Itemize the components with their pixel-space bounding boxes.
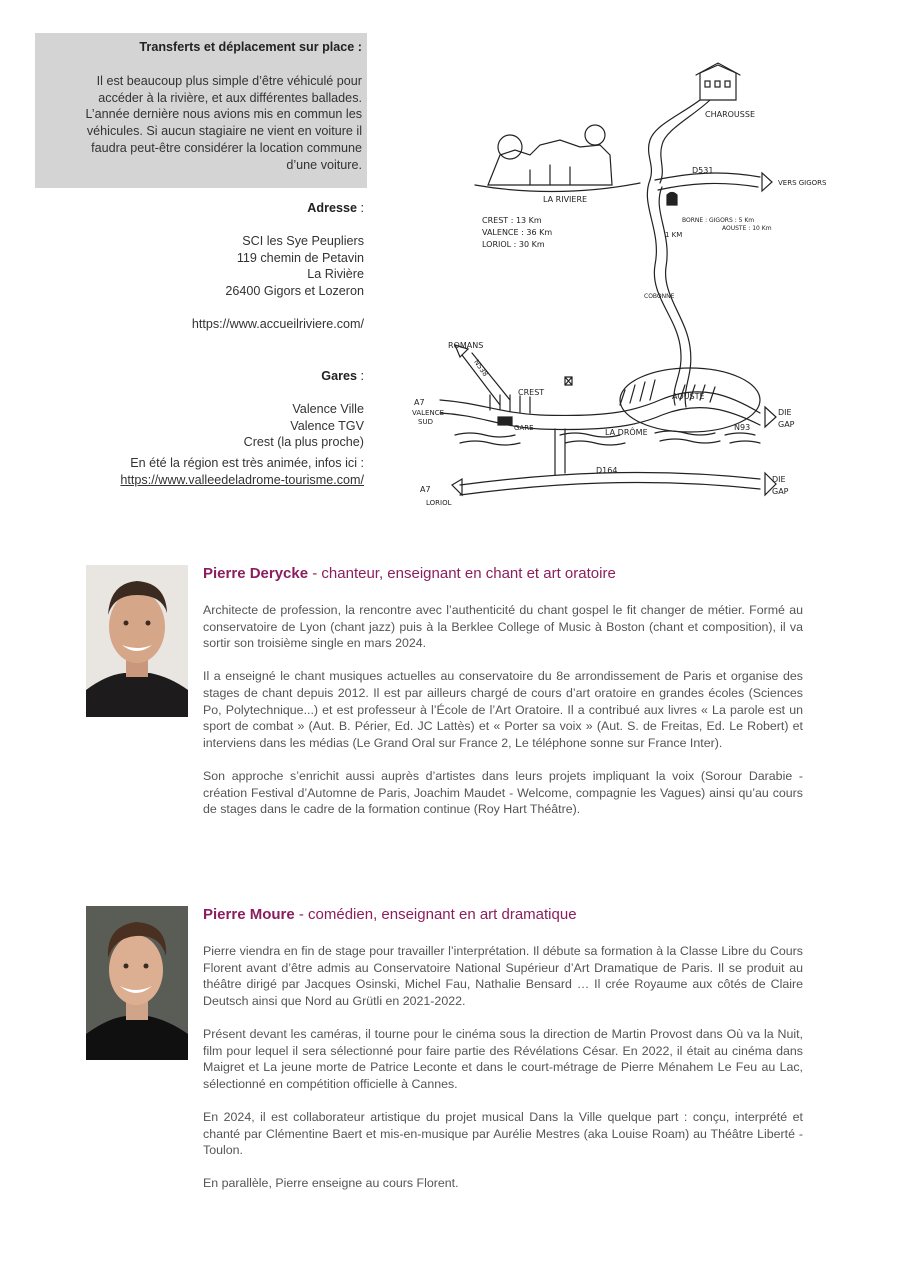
bio-paragraph: Son approche s’enrichit aussi auprès d’artistes dans leurs projets impliquant la voix (Sorour Darabie - création Festival d’Automne de Paris, Joachim Maudet - Welcome, compagnie les Vagues) ainsi qu’au cours de stages dans le cadre de la formation continue (Roy Hart Théâtre).	[203, 768, 803, 817]
address-block	[192, 200, 364, 333]
hand-drawn-map	[400, 55, 827, 515]
transfer-heading: Transferts et déplacement sur place :	[139, 40, 362, 54]
bio-heading: Pierre Moure - comédien, enseignant en art dramatique	[203, 906, 577, 923]
tourism-link[interactable]: https://www.valleedeladrome-tourisme.com/	[120, 472, 364, 487]
accueil-riviere-link[interactable]: https://www.accueilriviere.com/	[191, 316, 364, 331]
map-label-cobonne: COBONNE	[644, 293, 675, 300]
stations-block	[120, 368, 364, 489]
map-label-charousse: CHAROUSSE	[705, 110, 755, 119]
bio-paragraph: Pierre viendra en fin de stage pour travailler l’interprétation. Il débute sa formation à la Classe Libre du Cours Florent avant d’être admis au Conservatoire National Supérieur d’Art Dramatique de Paris. Il se produit au théâtre dirigé par Jacques Osinski, Michel Fau, Nathalie Bensard … Il crée Royaume aux côtés de Claire Deutsch ainsi que Nord au Grütli en 2021-2022.	[203, 944, 803, 1008]
address-line: 119 chemin de Petavin	[236, 250, 364, 265]
bio-paragraph: Il a enseigné le chant musiques actuelles au conservatoire du 8e arrondissement de Paris et organise des stages de chant depuis 2012. Il est par ailleurs chargé de cours d’art oratoire en grandes écoles (Sciences Po, Polytechnique...) et est professeur à l’École de l’Art Oratoire. Il a contribué aux livres « La parole est un sport de combat » (Aut. B. Périer, Ed. JC Lattès) et « Porter sa voix » (Aut. S. de Freitas, Ed. Le Robert) et interviens dans les médias (Le Grand Oral sur France 2, Le téléphone sonne sur France Inter).	[203, 669, 803, 750]
map-label-n93: N93	[734, 423, 751, 432]
map-label-aouste: AOUSTE	[672, 392, 705, 401]
portrait-image	[86, 906, 188, 1060]
map-label-die-bottom: DIE	[772, 475, 786, 484]
map-label-gare: GARE	[514, 424, 534, 432]
station-line: Crest (la plus proche)	[243, 435, 364, 450]
station-line: Valence TGV	[290, 418, 364, 433]
stations-label: Gares :	[321, 369, 364, 383]
map-label-valence-distance: VALENCE : 36 Km	[482, 228, 553, 237]
bio-pierre-derycke	[203, 565, 803, 834]
map-label-a7-bottom: A7	[420, 485, 431, 494]
tourism-note: En été la région est très animée, infos ici :	[130, 456, 364, 471]
map-label-loriol: LORIOL	[426, 499, 452, 507]
pierre-moure-photo	[86, 906, 188, 1060]
map-label-crest: CREST	[518, 388, 545, 397]
address-line: La Rivière	[307, 267, 364, 282]
station-line: Valence Ville	[292, 401, 364, 416]
bio-heading: Pierre Derycke - chanteur, enseignant en chant et art oratoire	[203, 565, 616, 582]
bio-paragraph: En parallèle, Pierre enseigne au cours Florent.	[203, 1176, 459, 1191]
bio-paragraph: En 2024, il est collaborateur artistique du projet musical Dans la Ville quelque part : conçu, interprété et chanté par Clémentine Baert et mis-en-musique par Aurélie Mestres (aka Louise Roam) au Théâtre Liberté - Toulon.	[203, 1109, 803, 1158]
map-label-gap-top: GAP	[778, 420, 795, 429]
map-label-d164: D164	[596, 466, 618, 475]
address-label: Adresse :	[307, 201, 364, 215]
map-label-aouste-distance: AOUSTE : 10 Km	[722, 225, 772, 232]
transfer-line: Il est beaucoup plus simple d’être véhiculé pour	[96, 73, 362, 88]
transfer-info-box	[35, 33, 367, 188]
map-label-borne: BORNE : GIGORS : 5 Km	[682, 217, 755, 224]
map-label-loriol-distance: LORIOL : 30 Km	[482, 240, 545, 249]
bio-paragraph: Architecte de profession, la rencontre avec l’authenticité du chant gospel le fit changer de métier. Formé au conservatoire de Lyon (chant jazz) puis à la Berklee College of Music à Boston (chant et composition), il va sortir son troisième single en mars 2024.	[203, 603, 803, 651]
transfer-line: véhicules. Si aucun stagiaire ne vient en voiture il	[86, 124, 362, 139]
pierre-derycke-photo	[86, 565, 188, 717]
map-label-la-riviere: LA RIVIERE	[543, 195, 588, 204]
map-label-n538: N538	[472, 358, 490, 379]
map-label-vers-gigors: VERS GIGORS	[778, 179, 827, 187]
address-line: 26400 Gigors et Lozeron	[225, 284, 364, 299]
map-label-sud: SUD	[418, 418, 433, 426]
map-label-gap-bottom: GAP	[772, 487, 789, 496]
transfer-line: L’année dernière nous avions mis en commun les	[85, 107, 362, 122]
map-label-one-km: 1 KM	[665, 231, 683, 239]
bio-paragraph: Présent devant les caméras, il tourne pour le cinéma sous la direction de Martin Provost dans Où va la Nuit, film pour lequel il sera sélectionné pour faire partie des Révélations César. En 2022, il était au cinéma dans Maigret et La jeune morte de Patrice Leconte et dans le court-métrage de Pierre Ménahem Le Feu au Lac, sélectionné en compétition officielle à Cannes.	[203, 1026, 803, 1091]
transfer-line: faudra peut-être considérer la location commune	[91, 140, 362, 155]
portrait-image	[86, 565, 188, 717]
bio-pierre-moure	[203, 906, 803, 1209]
map-label-la-drome: LA DRÔME	[605, 428, 648, 437]
map-label-die-top: DIE	[778, 408, 792, 417]
map-label-d531: D531	[692, 166, 714, 175]
map-label-romans: ROMANS	[448, 341, 484, 350]
map-label-valence: VALENCE	[412, 409, 444, 417]
transfer-line: d’une voiture.	[286, 157, 362, 172]
map-label-a7-top: A7	[414, 398, 425, 407]
address-line: SCI les Sye Peupliers	[242, 233, 364, 248]
map-label-crest-distance: CREST : 13 Km	[482, 216, 542, 225]
transfer-line: accéder à la rivière, et aux différentes ballades.	[98, 90, 362, 105]
